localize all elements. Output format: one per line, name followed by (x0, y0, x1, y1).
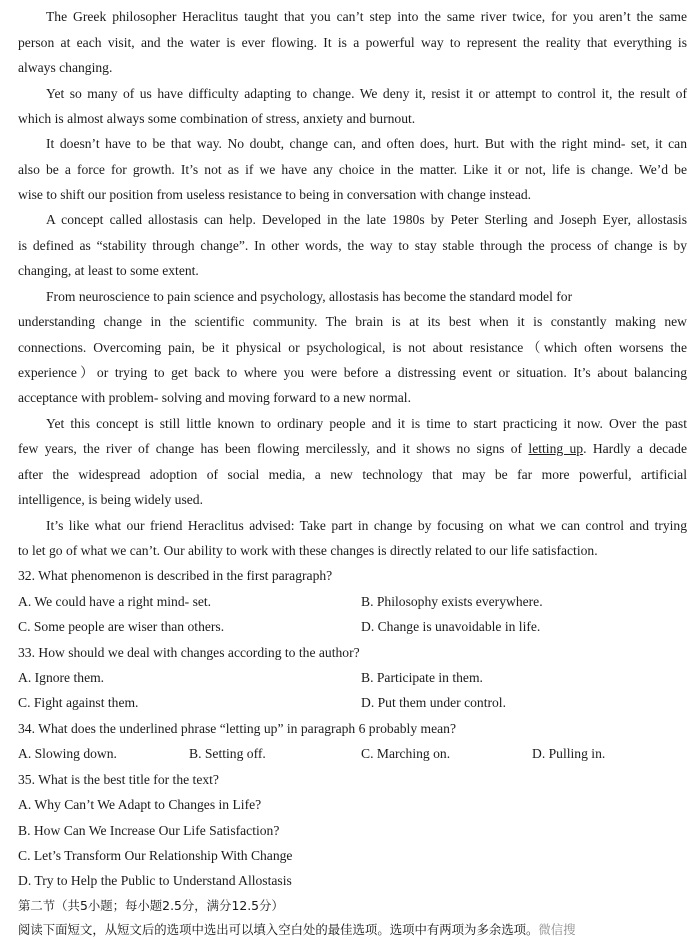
passage-p7-line1: It’s like what our friend Heraclitus advised: Take part in change by focusing on what we can control and trying (46, 518, 687, 533)
question-34-stem: 34. What does the underlined phrase “letting up” in paragraph 6 probably mean? (18, 721, 457, 736)
passage-p5-line1: From neuroscience to pain science and psychology, allostasis has become the standard model for (46, 289, 573, 304)
passage-p5-line5: acceptance with problem- solving and moving forward to a new normal. (18, 390, 411, 405)
passage-p6-line4: intelligence, is being widely used. (18, 492, 203, 507)
passage-p4-line3: changing, at least to some extent. (18, 263, 199, 278)
question-32-stem: 32. What phenomenon is described in the first paragraph? (18, 568, 333, 583)
question-34-option-a[interactable]: A. Slowing down. (18, 746, 117, 761)
section-2-instructions-text: 阅读下面短文，从短文后的选项中选出可以填入空白处的最佳选项。选项中有两项为多余选项。 (18, 922, 539, 937)
question-33-option-a[interactable]: A. Ignore them. (18, 670, 105, 685)
section-2-heading: 第二节（共5小题；每小题2.5分，满分12.5分） (18, 898, 284, 913)
passage-p5-line4: experience）or trying to get back to where you were before a distressing event or situation. It’s about balancing (18, 365, 687, 380)
passage-p5-line3: connections. Overcoming pain, be it physical or psychological, is not about resistance（which often worsens the (18, 340, 687, 355)
passage-p1-line3: always changing. (18, 60, 113, 75)
passage-p5-line2: understanding change in the scientific community. The brain is at its best when it is constantly making new (18, 314, 687, 329)
question-35-option-a[interactable]: A. Why Can’t We Adapt to Changes in Life? (18, 797, 262, 812)
question-34-option-b[interactable]: B. Setting off. (189, 746, 266, 761)
p6-line2-before: few years, the river of change has been flowing mercilessly, and it shows no signs of (18, 441, 523, 456)
passage-p2-line2: which is almost always some combination of stress, anxiety and burnout. (18, 111, 416, 126)
section-2-instructions (18, 922, 693, 938)
question-35-option-b[interactable]: B. How Can We Increase Our Life Satisfaction? (18, 823, 280, 838)
passage-p4-line1: A concept called allostasis can help. Developed in the late 1980s by Peter Sterling and Joseph Eyer, allostasis (46, 212, 687, 227)
underlined-phrase: letting up (528, 441, 584, 456)
passage-p3-line1: It doesn’t have to be that way. No doubt, change can, and often does, hurt. But with the right mind- set, it can (46, 136, 687, 151)
passage-p4-line2: is defined as “stability through change”. In other words, the way to stay stable through the process of change is by (18, 238, 687, 253)
watermark-fragment: 微信搜 (538, 922, 576, 937)
question-32-option-d[interactable]: D. Change is unavoidable in life. (361, 619, 541, 634)
question-34-option-c[interactable]: C. Marching on. (361, 746, 451, 761)
question-33-stem: 33. How should we deal with changes according to the author? (18, 645, 360, 660)
question-32-option-b[interactable]: B. Philosophy exists everywhere. (361, 594, 543, 609)
passage-p1-line2: person at each visit, and the water is ever flowing. It is a powerful way to represent the reality that everything is (18, 35, 687, 50)
question-35-option-d[interactable]: D. Try to Help the Public to Understand Allostasis (18, 873, 292, 888)
question-32-option-c[interactable]: C. Some people are wiser than others. (18, 619, 225, 634)
passage-p7-line2: to let go of what we can’t. Our ability to work with these changes is directly related to our life satisfaction. (18, 543, 598, 558)
passage-p2-line1: Yet so many of us have difficulty adapting to change. We deny it, resist it or attempt to control it, the result of (46, 86, 687, 101)
question-34-option-d[interactable]: D. Pulling in. (532, 746, 606, 761)
p6-line2-after: . Hardly a decade (583, 441, 688, 456)
passage-p3-line2: also be a force for growth. It’s not as if we have any choice in the matter. Like it or not, life is change. We’d be (18, 162, 687, 177)
passage-p1-line1: The Greek philosopher Heraclitus taught that you can’t step into the same river twice, for you aren’t the same (46, 9, 687, 24)
passage-p3-line3: wise to shift our position from useless resistance to being in conversation with change instead. (18, 187, 532, 202)
passage-p6-line2 (18, 441, 687, 457)
question-35-stem: 35. What is the best title for the text? (18, 772, 219, 787)
question-33-option-c[interactable]: C. Fight against them. (18, 695, 139, 710)
question-33-option-b[interactable]: B. Participate in them. (361, 670, 483, 685)
question-33-option-d[interactable]: D. Put them under control. (361, 695, 506, 710)
question-32-option-a[interactable]: A. We could have a right mind- set. (18, 594, 212, 609)
passage-p6-line1: Yet this concept is still little known to ordinary people and it is time to start practicing it now. Over the past (46, 416, 687, 431)
question-35-option-c[interactable]: C. Let’s Transform Our Relationship With Change (18, 848, 293, 863)
passage-p6-line3: after the widespread adoption of social media, a new technology that may be far more powerful, artificial (18, 467, 687, 482)
